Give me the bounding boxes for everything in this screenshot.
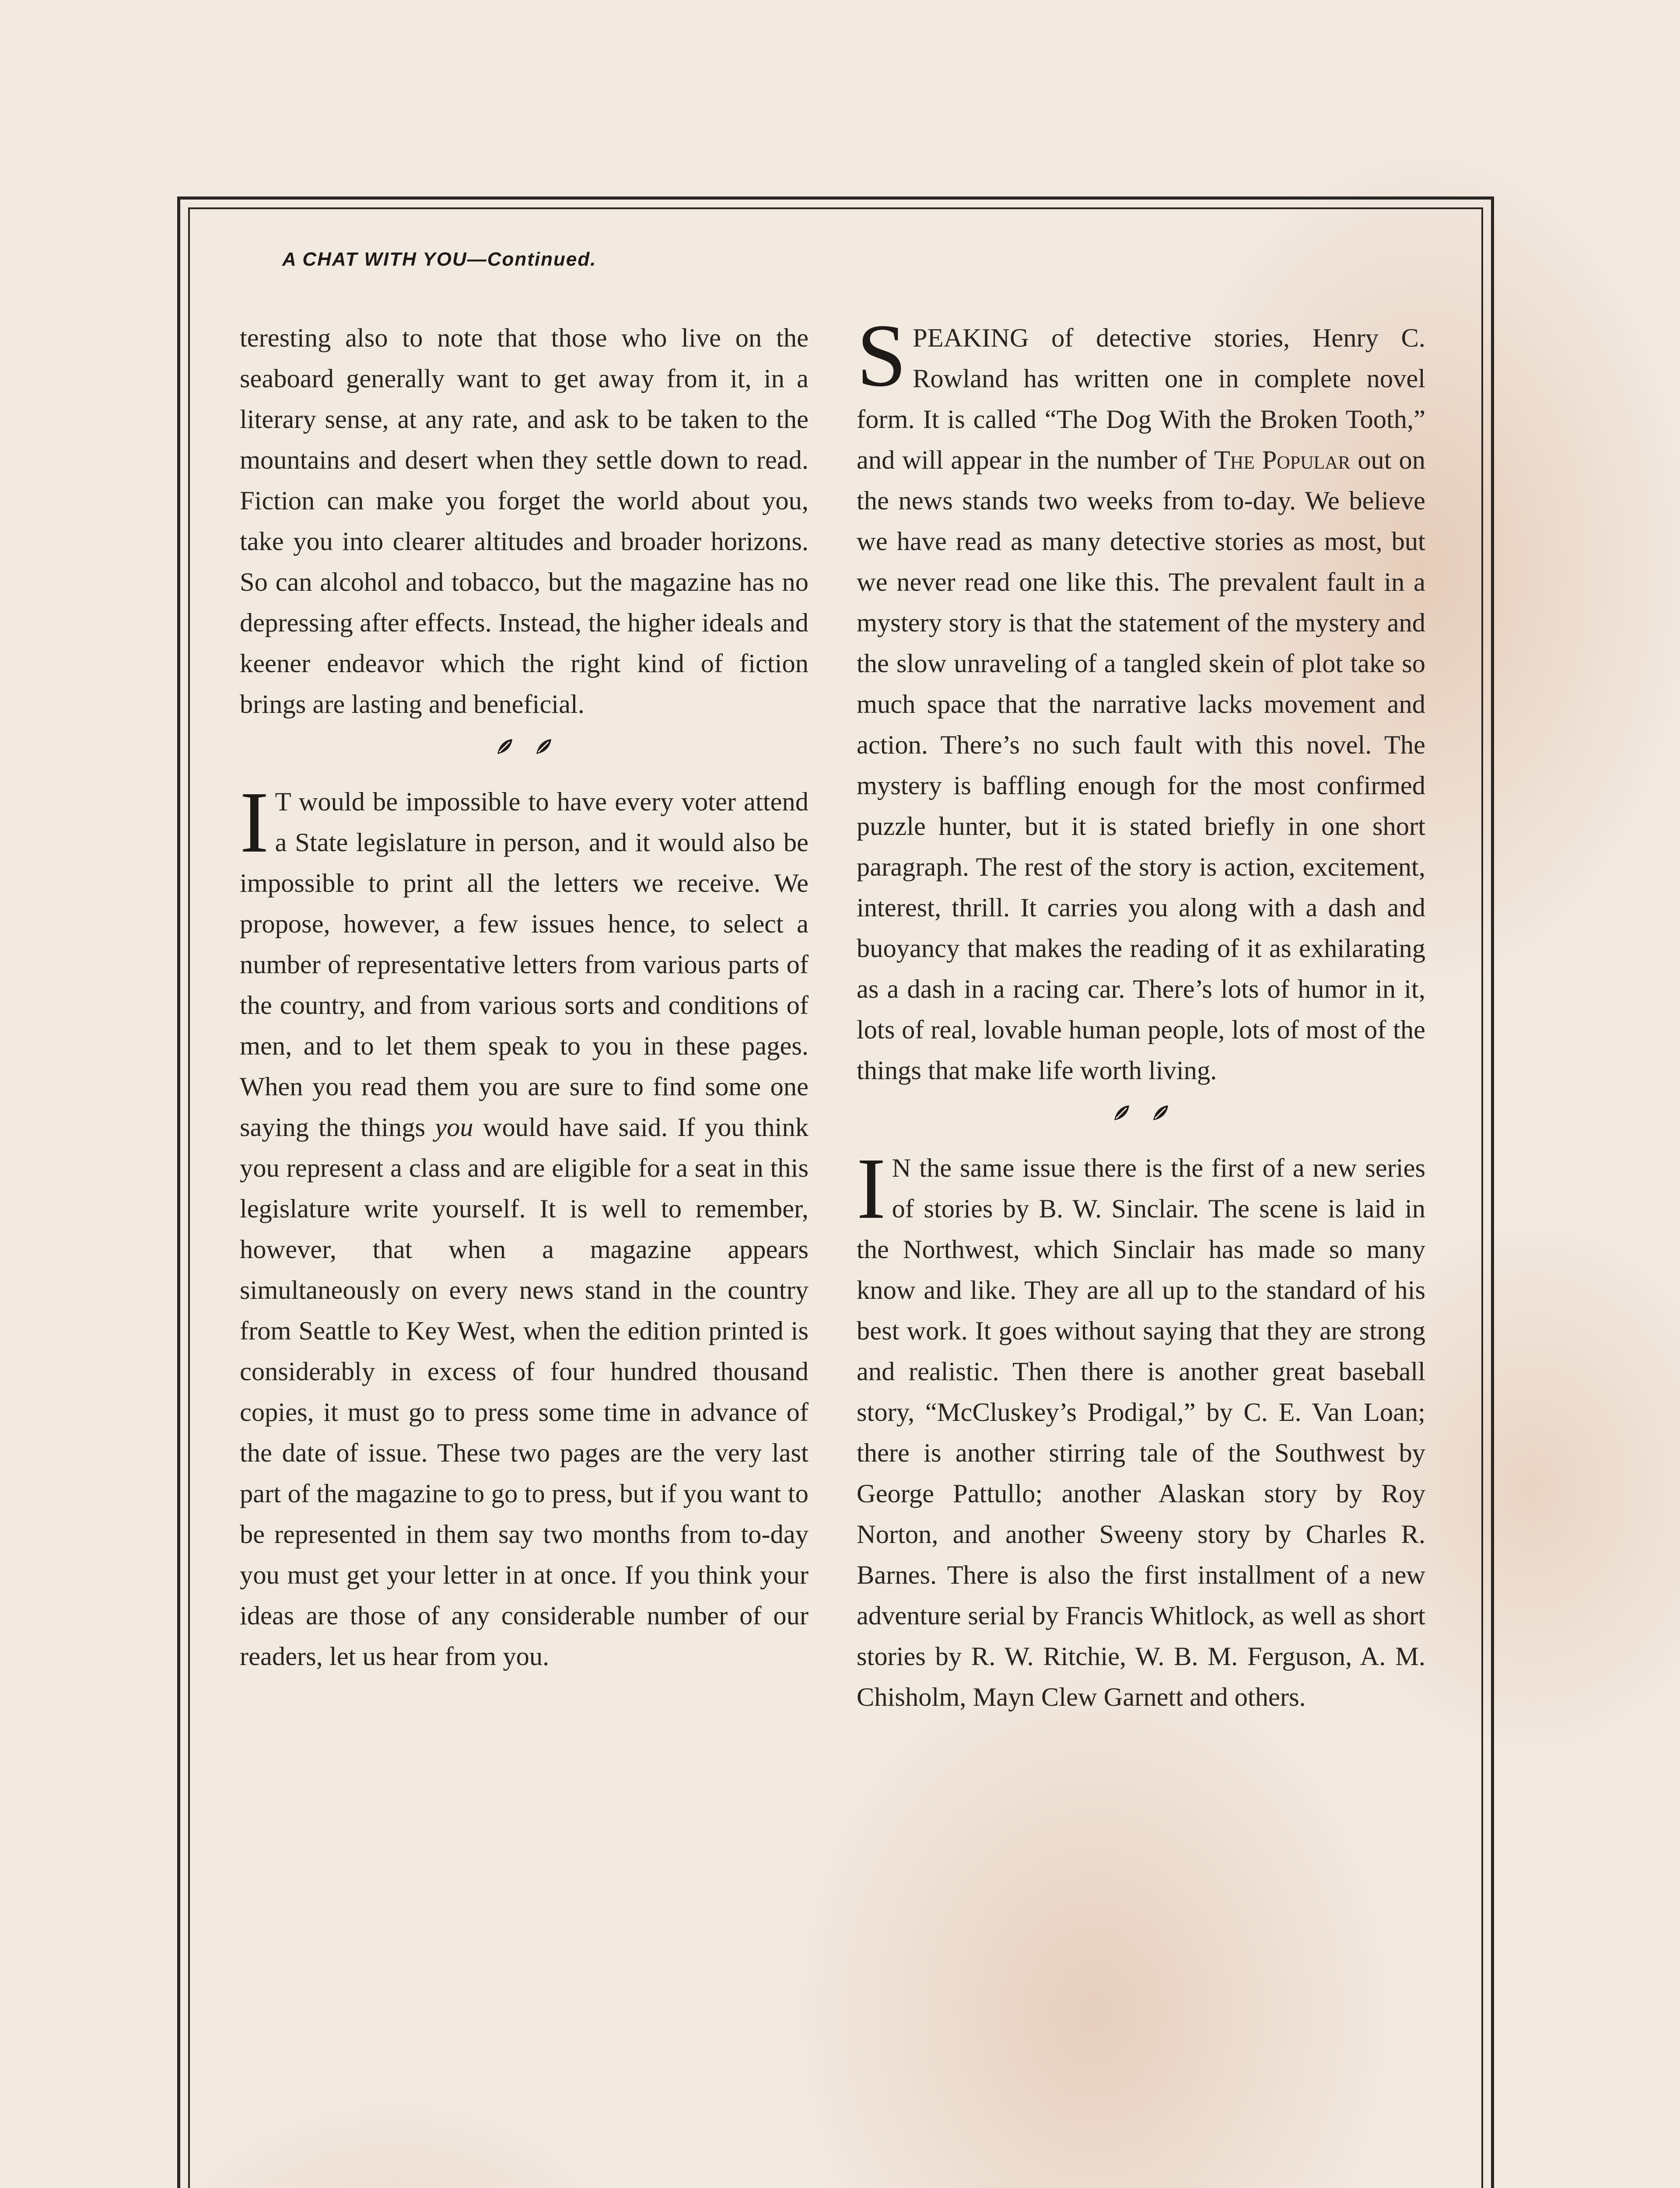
drop-cap: I xyxy=(857,1140,886,1237)
right-paragraph-1-lead: PEAKING of detective stories, Henry C. Rowland has written one in complete novel form. It is called “The Dog With the Broken Tooth,” and will appear in the number of xyxy=(857,323,1425,475)
section-ornament-left xyxy=(240,725,808,782)
right-paragraph-2-text: N the same issue there is the first of a new series of stories by B. W. Sinclair. The scene is laid in the Northwest, which Sinclair has made so many know and like. They are all up to the standard of his best work. It goes without saying that they are strong and realistic. Then there is another great baseball story, “McCluskey’s Prodigal,” by C. E. Van Loan; there is another stirring tale of the Southwest by George Pattullo; another Alaskan story by Roy Norton, and another Sweeny story by Charles R. Barnes. There is also the first installment of a new adventure serial by Francis Whitlock, as well as short stories by R. W. Ritchie, W. B. M. Ferguson, A. M. Chisholm, Mayn Clew Garnett and others. xyxy=(857,1154,1425,1712)
left-paragraph-2-lead: T would be impossible to have every voter attend a State legislature in person, and it would also be impossible to print all the letters we receive. We propose, however, a few issues hence, to select a number of representative letters from various parts of the country, and from various sorts and conditions of men, and to let them speak to you in these pages. When you read them you are sure to find some one saying the things xyxy=(240,787,808,1142)
drop-cap: S xyxy=(857,306,907,405)
right-paragraph-1-rest: out on the news stands two weeks from to-day. We believe we have read as many detective stories as most, but we never read one like this. The prevalent fault in a mystery story is that the statement of the mystery and the slow unraveling of a tangled skein of plot take so much space that the narrative lacks movement and action. There’s no such fault with this novel. The mystery is baffling enough for the most confirmed puzzle hunter, but it is stated briefly in one short paragraph. The rest of the story is action, excitement, interest, thrill. It carries you along with a dash and buoyancy that makes the reading of it as exhilarating as a dash in a racing car. There’s lots of humor in it, lots of real, lovable human people, lots of most of the things that make life worth living. xyxy=(857,445,1425,1085)
section-ornament-right xyxy=(857,1091,1425,1148)
leaf-ornament-icon xyxy=(495,736,515,757)
leaf-ornament-icon xyxy=(534,736,554,757)
right-column xyxy=(857,306,1425,1718)
magazine-name: The Popular xyxy=(1214,445,1351,475)
drop-cap: I xyxy=(240,774,269,871)
leaf-ornament-icon xyxy=(1112,1103,1132,1123)
left-column xyxy=(240,318,808,1677)
right-paragraph-2 xyxy=(857,1140,1425,1718)
running-header: A CHAT WITH YOU—Continued. xyxy=(282,249,597,270)
left-paragraph-2-rest: would have said. If you think you represent a class and are eligible for a seat in this legislature write yourself. It is well to remember, however, that when a magazine appears simultaneously on every news stand in the country from Seattle to Key West, when the edition printed is considerably in excess of four hundred thousand copies, it must go to press some time in advance of the date of issue. These two pages are the very last part of the magazine to go to press, but if you want to be represented in them say two months from to-day you must get your letter in at once. If you think your ideas are those of any considerable number of our readers, let us hear from you. xyxy=(240,1113,808,1671)
left-paragraph-1: teresting also to note that those who live on the seaboard generally want to get away from it, in a literary sense, at any rate, and ask to be taken to the mountains and desert when they settle down to read. Fiction can make you forget the world about you, take you into clearer altitudes and broader horizons. So can alcohol and tobacco, but the magazine has no depressing after effects. Instead, the higher ideals and keener endeavor which the right kind of fiction brings are lasting and beneficial. xyxy=(240,323,808,719)
right-paragraph-1 xyxy=(857,306,1425,1091)
left-paragraph-2 xyxy=(240,774,808,1677)
leaf-ornament-icon xyxy=(1151,1103,1171,1123)
left-paragraph-2-italic: you xyxy=(435,1113,473,1142)
